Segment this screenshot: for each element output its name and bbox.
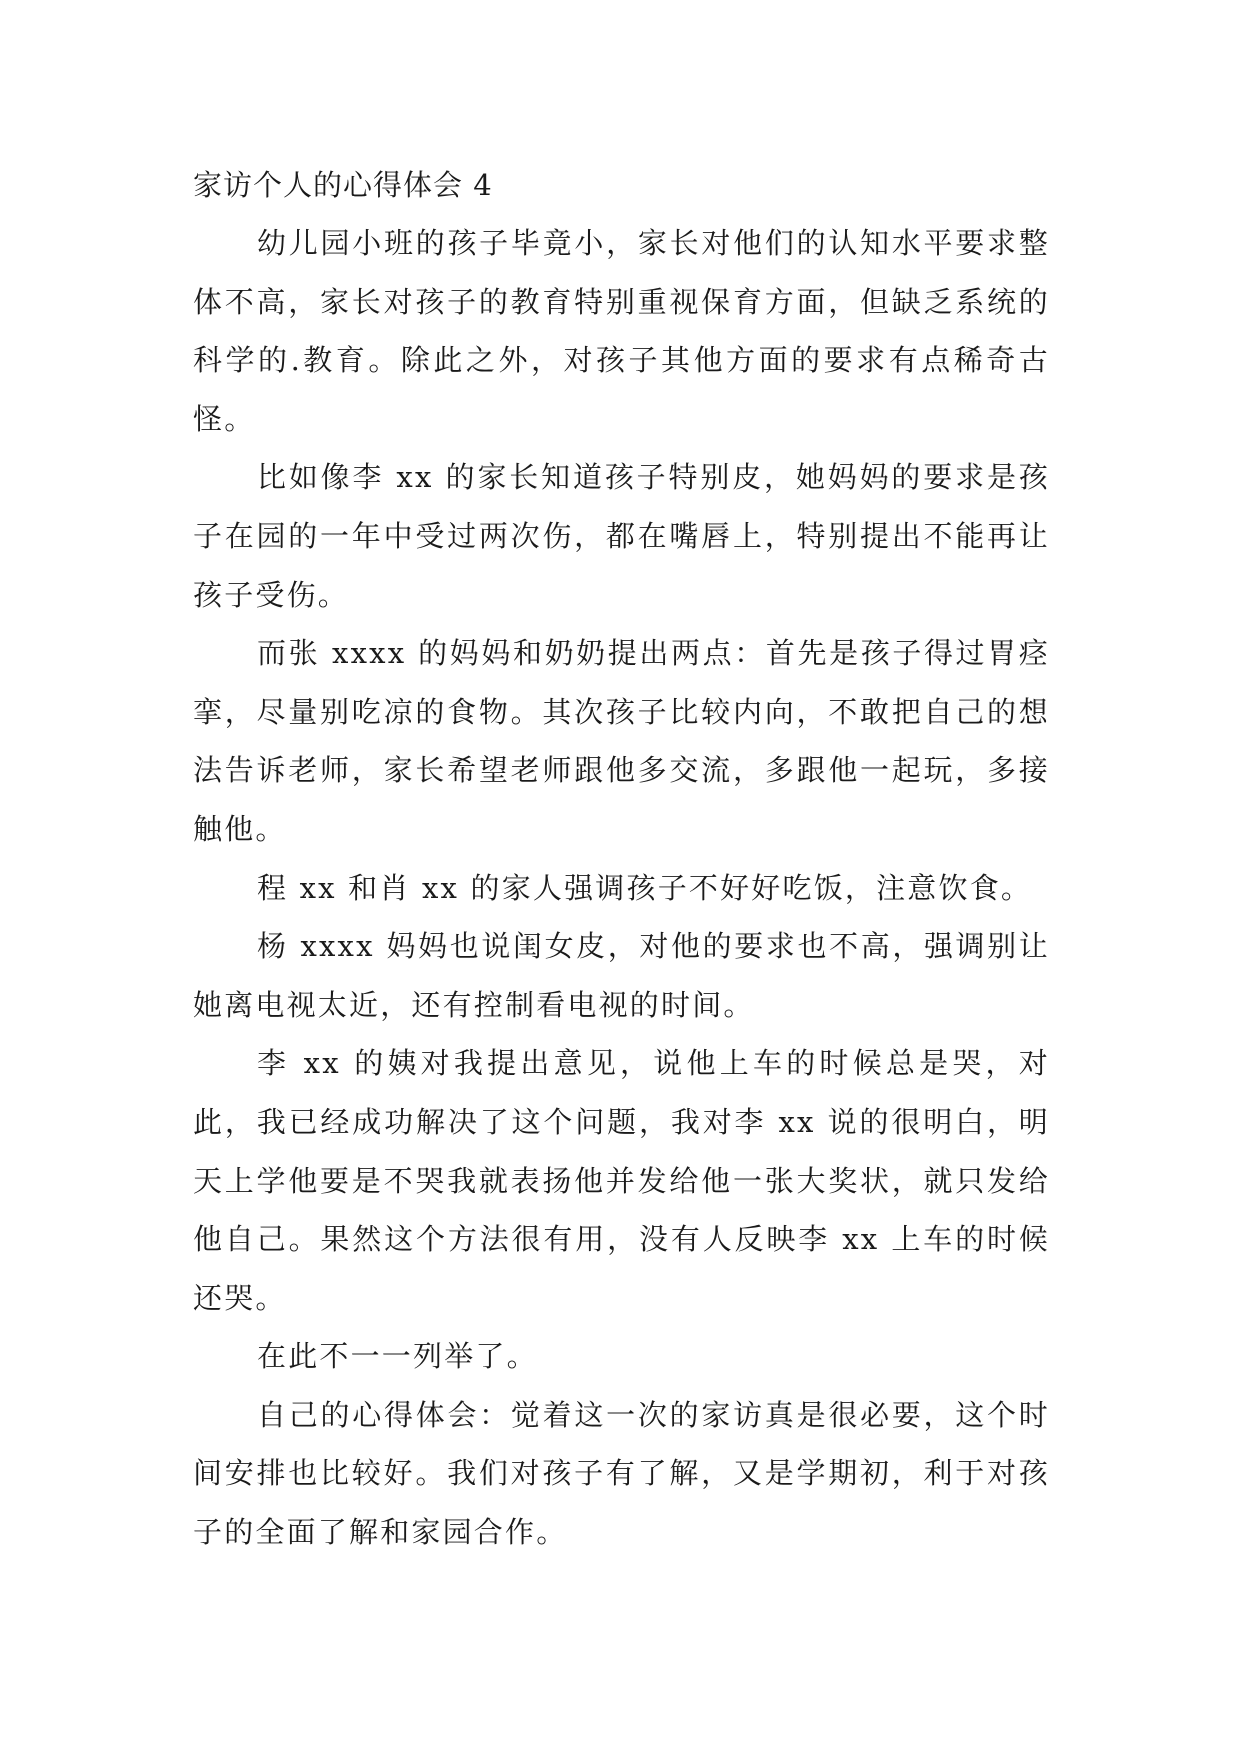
paragraph: 杨 xxxx 妈妈也说闺女皮，对他的要求也不高，强调别让她离电视太近，还有控制看电视的时间。 [193, 929, 1050, 1022]
paragraph: 李 xx 的姨对我提出意见，说他上车的时候总是哭，对此，我已经成功解决了这个问题，我对李 xx 说的很明白，明天上学他要是不哭我就表扬他并发给他一张大奖状，就只发给他自己。果然这个方法很有用，没有人反映李 xx 上车的时候还哭。 [193, 1046, 1050, 1315]
paragraph: 而张 xxxx 的妈妈和奶奶提出两点：首先是孩子得过胃痉挛，尽量别吃凉的食物。其次孩子比较内向，不敢把自己的想法告诉老师，家长希望老师跟他多交流，多跟他一起玩，多接触他。 [193, 636, 1050, 846]
paragraph: 在此不一一列举了。 [257, 1339, 538, 1374]
paragraph: 程 xx 和肖 xx 的家人强调孩子不好好吃饭，注意饮食。 [257, 870, 1033, 905]
paragraph: 比如像李 xx 的家长知道孩子特别皮，她妈妈的要求是孩子在园的一年中受过两次伤，都在嘴唇上，特别提出不能再让孩子受伤。 [193, 460, 1050, 612]
paragraph: 幼儿园小班的孩子毕竟小，家长对他们的认知水平要求整体不高，家长对孩子的教育特别重视保育方面，但缺乏系统的科学的.教育。除此之外，对孩子其他方面的要求有点稀奇古怪。 [193, 226, 1050, 436]
paragraph: 自己的心得体会：觉着这一次的家访真是很必要，这个时间安排也比较好。我们对孩子有了解，又是学期初，利于对孩子的全面了解和家园合作。 [193, 1397, 1050, 1550]
document-title: 家访个人的心得体会 4 [193, 168, 493, 202]
document-body [193, 156, 1050, 1562]
